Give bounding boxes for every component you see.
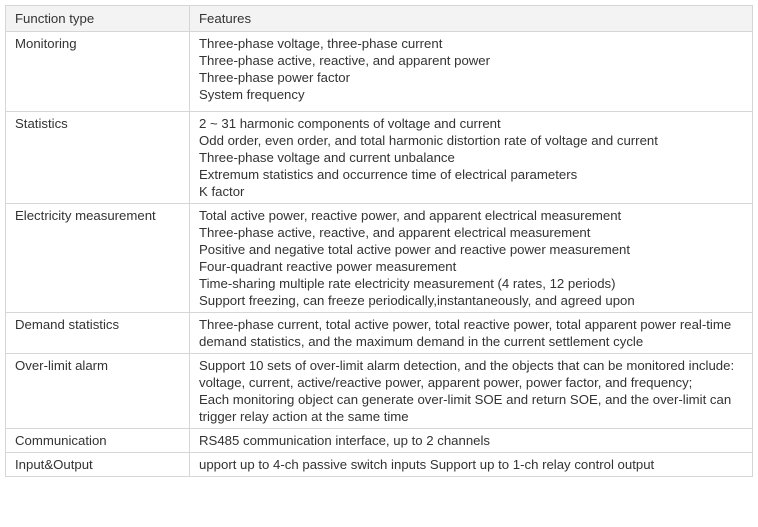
feature-line: Positive and negative total active power and reactive power measurement	[199, 242, 631, 257]
feature-line: Time-sharing multiple rate electricity measurement (4 rates, 12 periods)	[199, 276, 616, 291]
table-row	[6, 429, 753, 453]
function-type-cell: Electricity measurement	[6, 204, 190, 313]
table-row	[6, 112, 753, 204]
feature-line: Three-phase current, total active power, total reactive power, total apparent power real-time demand statistics, and the maximum demand in the current settlement cycle	[199, 317, 732, 349]
function-type-cell: Demand statistics	[6, 313, 190, 354]
table-row	[6, 204, 753, 313]
table-row	[6, 313, 753, 354]
features-cell	[190, 429, 753, 453]
function-type-cell: Monitoring	[6, 32, 190, 112]
feature-line: Total active power, reactive power, and apparent electrical measurement	[199, 208, 622, 223]
feature-line: Support 10 sets of over-limit alarm detection, and the objects that can be monitored include: voltage, current, active/reactive power, apparent power, power factor, and frequency;	[199, 358, 735, 390]
feature-line: Three-phase active, reactive, and apparent electrical measurement	[199, 225, 591, 240]
function-features-table	[5, 5, 753, 477]
feature-line: Three-phase power factor	[199, 70, 350, 85]
header-function-type: Function type	[6, 6, 190, 32]
feature-line: K factor	[199, 184, 245, 199]
feature-line: Extremum statistics and occurrence time of electrical parameters	[199, 167, 578, 182]
features-cell	[190, 313, 753, 354]
feature-line: Three-phase voltage and current unbalance	[199, 150, 455, 165]
feature-line: Each monitoring object can generate over-limit SOE and return SOE, and the over-limit can trigger relay action at the same time	[199, 392, 732, 424]
features-cell	[190, 354, 753, 429]
feature-line: upport up to 4-ch passive switch inputs Support up to 1-ch relay control output	[199, 457, 655, 472]
features-cell	[190, 453, 753, 477]
table-row	[6, 453, 753, 477]
feature-line: Three-phase active, reactive, and apparent power	[199, 53, 491, 68]
feature-line: RS485 communication interface, up to 2 channels	[199, 433, 491, 448]
table-header-row	[6, 6, 753, 32]
feature-line: Support freezing, can freeze periodically,instantaneously, and agreed upon	[199, 293, 635, 308]
table-row	[6, 354, 753, 429]
table-row	[6, 32, 753, 112]
feature-line: System frequency	[199, 87, 305, 102]
feature-line: 2 ~ 31 harmonic components of voltage and current	[199, 116, 501, 131]
function-type-cell: Over-limit alarm	[6, 354, 190, 429]
feature-line: Odd order, even order, and total harmonic distortion rate of voltage and current	[199, 133, 658, 148]
function-type-cell: Communication	[6, 429, 190, 453]
cell-spacer	[199, 103, 743, 108]
features-cell	[190, 112, 753, 204]
feature-line: Three-phase voltage, three-phase current	[199, 36, 443, 51]
feature-line: Four-quadrant reactive power measurement	[199, 259, 457, 274]
function-type-cell: Input&Output	[6, 453, 190, 477]
features-cell	[190, 204, 753, 313]
header-features: Features	[190, 6, 753, 32]
function-type-cell: Statistics	[6, 112, 190, 204]
features-cell	[190, 32, 753, 112]
